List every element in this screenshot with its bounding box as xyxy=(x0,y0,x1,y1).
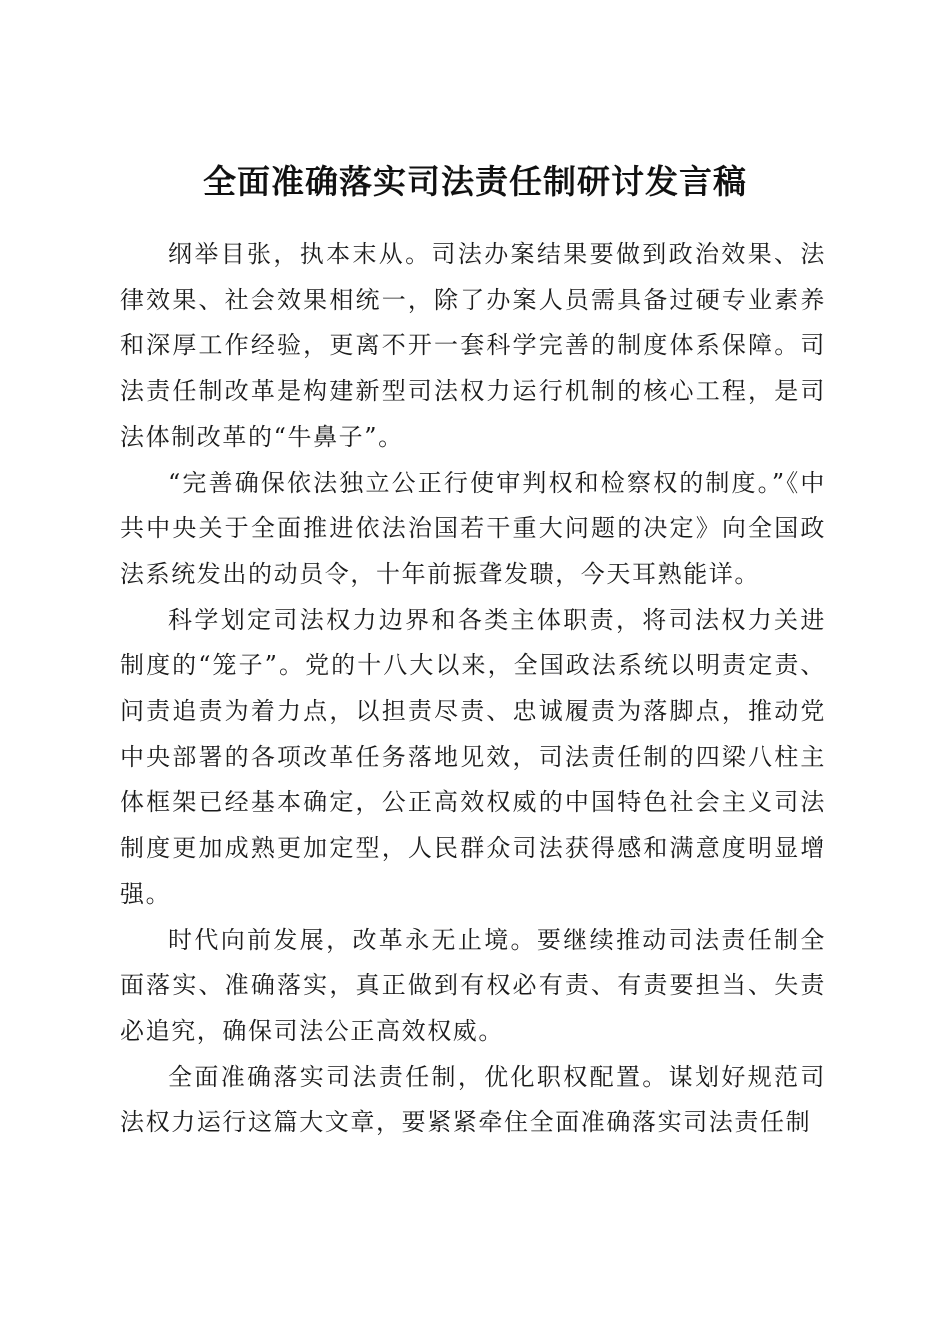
document-body xyxy=(120,232,826,1146)
document-title: 全面准确落实司法责任制研讨发言稿 xyxy=(203,162,747,202)
paragraph: 时代向前发展，改革永无止境。要继续推动司法责任制全面落实、准确落实，真正做到有权必有责、有责要担当、失责必追究，确保司法公正高效权威。 xyxy=(120,925,826,1045)
paragraph: 科学划定司法权力边界和各类主体职责，将司法权力关进制度的“笼子”。党的十八大以来，全国政法系统以明责定责、问责追责为着力点，以担责尽责、忠诚履责为落脚点，推动党中央部署的各项改革任务落地见效，司法责任制的四梁八柱主体框架已经基本确定，公正高效权威的中国特色社会主义司法制度更加成熟更加定型，人民群众司法获得感和满意度明显增强。 xyxy=(120,605,826,908)
paragraph: 全面准确落实司法责任制，优化职权配置。谋划好规范司法权力运行这篇大文章，要紧紧牵住全面准确落实司法责任制 xyxy=(120,1062,826,1137)
paragraph: “完善确保依法独立公正行使审判权和检察权的制度。”《中共中央关于全面推进依法治国若干重大问题的决定》向全国政法系统发出的动员令，十年前振聋发聩，今天耳熟能详。 xyxy=(120,468,826,588)
paragraph: 纲举目张，执本末从。司法办案结果要做到政治效果、法律效果、社会效果相统一，除了办案人员需具备过硬专业素养和深厚工作经验，更离不开一套科学完善的制度体系保障。司法责任制改革是构建新型司法权力运行机制的核心工程，是司法体制改革的“牛鼻子”。 xyxy=(120,240,826,451)
